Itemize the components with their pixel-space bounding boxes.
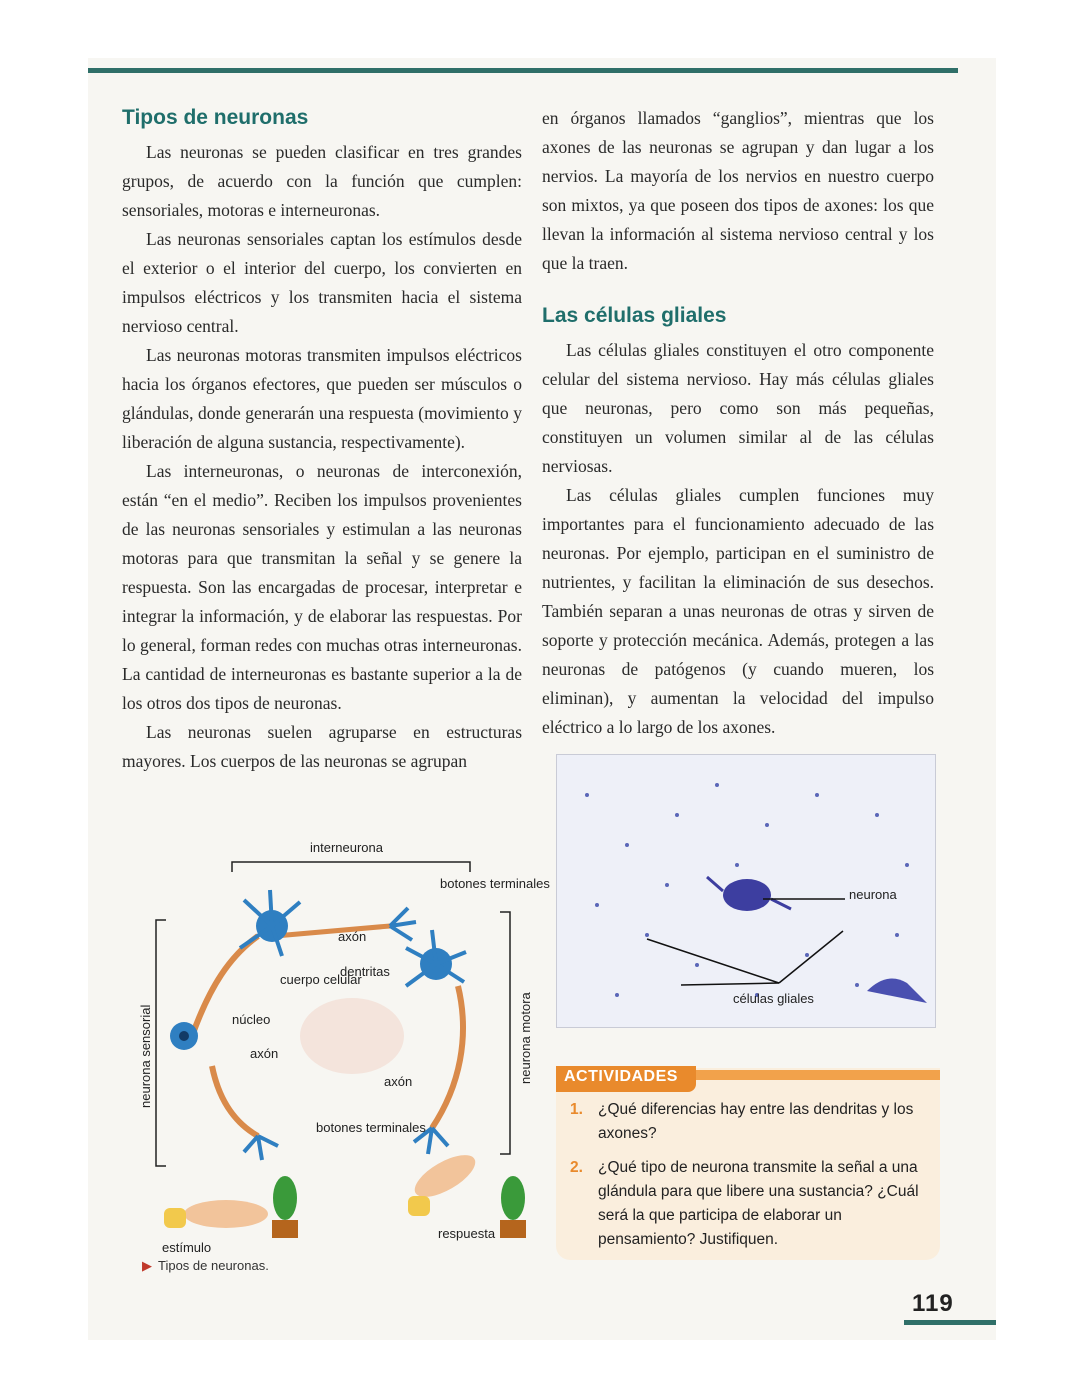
paragraph: Las neuronas suelen agruparse en estructuras mayores. Los cuerpos de las neuronas se agrupan	[122, 722, 522, 771]
sensory-terminals	[244, 1136, 278, 1160]
left-column	[122, 104, 522, 776]
paragraph-continuation: en órganos llamados “ganglios”, mientras que los axones de las neuronas se agrupan y dan lugar a los nervios. La mayoría de los nervios en nuestro cuerpo son mixtos, ya que poseen dos tipos de axones: los que llevan la información al sistema nervioso central y los que la traen.	[542, 108, 934, 273]
paragraph: Las células gliales constituyen el otro componente celular del sistema nervioso. Hay más células gliales que neuronas, pero como son más pequeñas, constituyen un volumen similar al de las células nerviosas.	[542, 340, 934, 476]
activity-text: ¿Qué diferencias hay entre las dendritas y los axones?	[598, 1101, 914, 1142]
neuron-types-diagram	[138, 836, 550, 1281]
motor-bracket	[500, 912, 510, 1154]
cactus-icon	[273, 1176, 297, 1220]
label-neurona-sensorial: neurona sensorial	[138, 1004, 153, 1108]
cactus-icon	[501, 1176, 525, 1220]
hand-stimulus-icon	[184, 1200, 268, 1228]
label-dentritas: dentritas	[340, 964, 390, 979]
figure-caption	[142, 1258, 269, 1274]
paragraph: Las interneuronas, o neuronas de interconexión, están “en el medio”. Reciben los impulsos provenientes de las neuronas sensoriales y estimulan a las neuronas motoras para que transmitan la señal y se genere la respuesta. Son las encargadas de procesar, interpretar e integrar la información, y de elaborar las respuestas. Por lo general, forman redes con muchas otras interneuronas. La cantidad de interneuronas es bastante superior a la de los otros dos tipos de neuronas.	[122, 461, 522, 713]
label-botones-terminales-bottom: botones terminales	[316, 1120, 426, 1135]
paragraph: Las neuronas sensoriales captan los estímulos desde el exterior o el interior del cuerpo, los convierten en impulsos eléctricos y los transmiten hacia el sistema nervioso central.	[122, 229, 522, 336]
label-cuerpo-celular: cuerpo celular	[280, 972, 362, 987]
neuron-cell	[723, 879, 771, 911]
sleeve-icon	[408, 1196, 430, 1216]
label-respuesta: respuesta	[438, 1226, 496, 1241]
activities-title: ACTIVIDADES	[564, 1068, 678, 1085]
caption-text: Tipos de neuronas.	[158, 1258, 269, 1273]
brain-shape	[300, 998, 404, 1074]
sensory-axon-lower	[212, 1066, 258, 1136]
sleeve-icon	[164, 1208, 186, 1228]
label-neurona-motora: neurona motora	[518, 992, 533, 1084]
heading-tipos-de-neuronas: Tipos de neuronas	[122, 106, 309, 129]
activity-number: 2.	[570, 1159, 583, 1176]
right-column	[542, 104, 934, 742]
label-nucleo: núcleo	[232, 1012, 271, 1027]
label-axon-left: axón	[250, 1046, 279, 1061]
bottom-rule	[904, 1320, 996, 1325]
activities-header-bar	[696, 1070, 940, 1080]
activity-number: 1.	[570, 1101, 583, 1118]
paragraph: Las neuronas se pueden clasificar en tres grandes grupos, de acuerdo con la función que cumplen: sensoriales, motoras e interneuronas.	[122, 142, 522, 220]
top-rule	[88, 68, 958, 73]
micrograph-svg	[557, 755, 935, 1027]
paragraph: Las neuronas motoras transmiten impulsos eléctricos hacia los órganos efectores, que pueden ser músculos o glándulas, donde generarán una respuesta (movimiento y liberación de alguna sustancia, respectivamente).	[122, 345, 522, 452]
interneuron-axon	[275, 926, 390, 936]
page-number: 119	[912, 1290, 954, 1317]
motor-axon	[432, 986, 463, 1128]
nucleus-icon	[179, 1031, 189, 1041]
label-celulas-gliales: células gliales	[733, 991, 814, 1006]
activities-list	[570, 1098, 930, 1262]
cactus-pot-icon	[500, 1220, 526, 1238]
activity-item	[570, 1156, 930, 1252]
heading-celulas-gliales: Las células gliales	[542, 304, 727, 327]
label-neurona: neurona	[849, 887, 897, 902]
interneurona-bracket	[232, 862, 470, 872]
label-axon-right: axón	[384, 1074, 413, 1089]
sensory-bracket	[156, 920, 166, 1166]
cactus-pot-icon	[272, 1220, 298, 1238]
label-interneurona: interneurona	[310, 840, 383, 855]
paragraph: Las células gliales cumplen funciones muy importantes para el funcionamiento adecuado de las neuronas. Por ejemplo, participan en el suministro de nutrientes, y facilitan la eliminación de sus desechos. También separan a unas neuronas de otras y sirven de soporte y protección mecánica. Además, protegen a las neuronas de patógenos (y cuando mueren, los eliminan), y aumentan la velocidad del impulso eléctrico a lo largo de los axones.	[542, 485, 934, 737]
interneuron-terminals	[390, 908, 416, 940]
activity-text: ¿Qué tipo de neurona transmite la señal a una glándula para que libere una sustancia? ¿Cuál será la que participa de elaborar un pensamiento? Justifiquen.	[598, 1159, 919, 1248]
activity-item	[570, 1098, 930, 1146]
glial-micrograph	[556, 754, 936, 1028]
label-botones-terminales-top: botones terminales	[440, 876, 550, 891]
label-estimulo: estímulo	[162, 1240, 212, 1255]
caption-triangle-icon: ▶	[142, 1258, 152, 1273]
label-axon-top: axón	[338, 929, 367, 944]
